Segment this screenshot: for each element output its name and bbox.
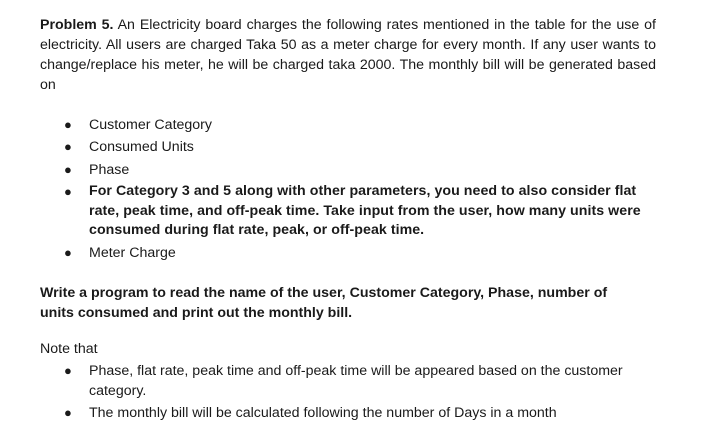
bullet-icon: ● [64, 363, 72, 378]
problem-intro-text: An Electricity board charges the following rates mentioned in the table for the use of electricity. All users are charged Taka 50 as a meter charge for every month. If any user wants to change/replace his meter, he will be charged taka 2000. The monthly bill will be generated based on [40, 17, 656, 93]
criteria-item-text: Customer Category [89, 117, 213, 133]
problem-title: Problem 5. [40, 17, 114, 33]
criteria-item-emphasized [64, 182, 654, 241]
note-item [64, 361, 644, 401]
note-item [64, 403, 644, 423]
criteria-item-text: For Category 3 and 5 along with other parameters, you need to also consider flat rate, peak time, and off-peak time. Take input from the user, how many units were consumed during flat rate, peak, or off-peak time. [89, 183, 641, 239]
criteria-item [64, 160, 654, 180]
bullet-icon: ● [64, 245, 72, 261]
note-label: Note that [40, 341, 98, 357]
bullet-icon: ● [64, 117, 72, 132]
bullet-icon: ● [64, 184, 72, 200]
note-list [64, 361, 644, 425]
bullet-icon: ● [64, 161, 72, 177]
criteria-item [64, 243, 654, 263]
criteria-item-text: Consumed Units [89, 139, 194, 156]
bullet-icon: ● [64, 139, 72, 155]
task-statement: Write a program to read the name of the user, Customer Category, Phase, number of units consumed and print out the monthly bill. [40, 285, 608, 321]
problem-statement [40, 15, 656, 95]
bullet-icon: ● [64, 405, 72, 420]
criteria-list [64, 115, 654, 266]
criteria-item [64, 137, 654, 157]
criteria-item-text: Phase [89, 161, 130, 178]
note-item-text: The monthly bill will be calculated following the number of Days in a month [89, 405, 557, 421]
note-item-text: Phase, flat rate, peak time and off-peak time will be appeared based on the customer category. [89, 363, 623, 399]
criteria-item-text: Meter Charge [89, 245, 176, 262]
criteria-item [64, 115, 654, 135]
